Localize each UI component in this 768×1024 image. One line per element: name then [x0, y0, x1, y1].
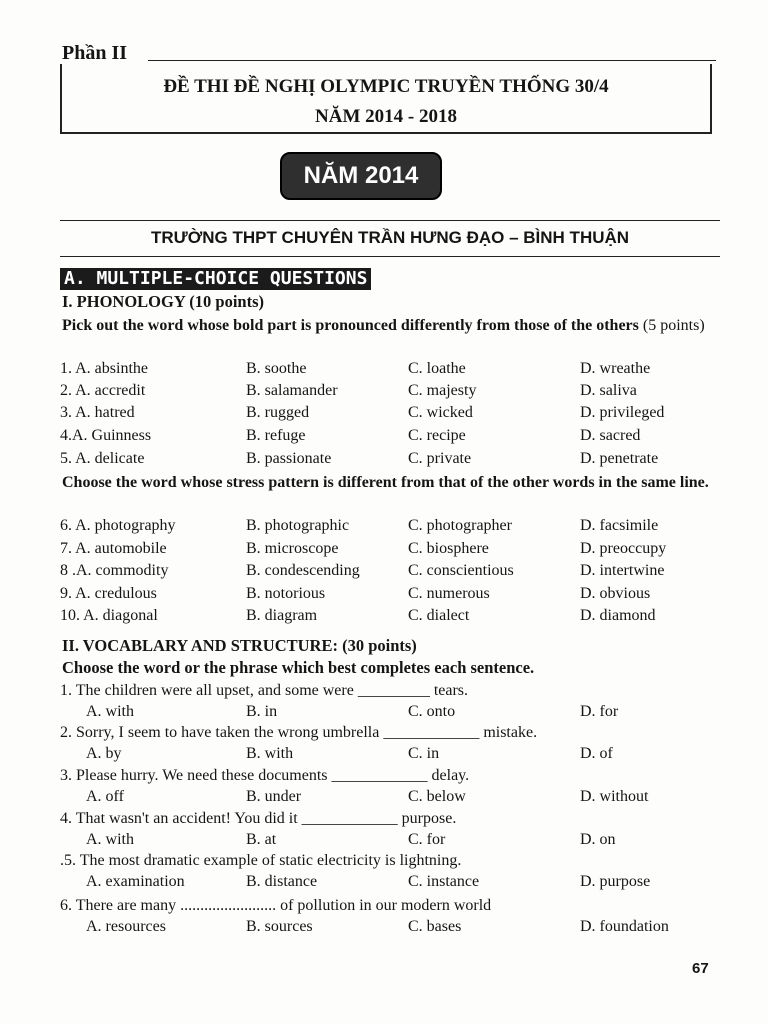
- answer-option: B. notorious: [246, 585, 326, 602]
- answer-option: C. onto: [408, 703, 456, 720]
- answer-option: A. with: [86, 703, 134, 720]
- exam-title-line1: ĐỀ THI ĐỀ NGHỊ OLYMPIC TRUYỀN THỐNG 30/4: [163, 76, 609, 97]
- answer-option: B. at: [246, 831, 277, 848]
- question-stem: .5. The most dramatic example of static electricity is lightning.: [60, 852, 462, 869]
- school-name: TRƯỜNG THPT CHUYÊN TRẦN HƯNG ĐẠO – BÌNH THUẬN: [150, 228, 630, 247]
- phonology-heading: I. PHONOLOGY (10 points): [62, 292, 264, 311]
- answer-option: C. majesty: [408, 382, 477, 399]
- answer-option: B. distance: [246, 873, 318, 890]
- answer-option: B. under: [246, 788, 302, 805]
- question-stem: 3. Please hurry. We need these documents ____________ delay.: [60, 767, 470, 784]
- answer-option: C. for: [408, 831, 446, 848]
- answer-option: D. for: [580, 703, 619, 720]
- answer-option: C. in: [408, 745, 440, 762]
- answer-option: D. purpose: [580, 873, 651, 890]
- answer-option: B. diagram: [246, 607, 318, 624]
- answer-option: D. preoccupy: [580, 540, 667, 557]
- answer-option: D. without: [580, 788, 649, 805]
- options-row: [86, 831, 726, 853]
- answer-option: C. biosphere: [408, 540, 489, 557]
- section-a-heading: A. MULTIPLE-CHOICE QUESTIONS: [60, 268, 371, 290]
- answer-option: C. numerous: [408, 585, 490, 602]
- answer-option: D. penetrate: [580, 450, 659, 467]
- question-stem: 1. The children were all upset, and some were _________ tears.: [60, 682, 469, 699]
- question-row: [60, 517, 720, 539]
- vocab-instruction: Choose the word or the phrase which best completes each sentence.: [62, 658, 535, 677]
- answer-option: C. bases: [408, 918, 462, 935]
- question-row: [60, 427, 720, 449]
- question-stem: 6. There are many ........................ of pollution in our modern world: [60, 897, 492, 914]
- answer-option: B. passionate: [246, 450, 332, 467]
- instruction-text: Pick out the word whose bold part is pronounced differently from those of the others: [62, 317, 639, 334]
- answer-option: D. privileged: [580, 404, 665, 421]
- year-badge: NĂM 2014: [280, 152, 442, 200]
- options-row: [86, 788, 726, 810]
- answer-option: C. recipe: [408, 427, 466, 444]
- question-row: [60, 360, 720, 382]
- instruction-points: (5 points): [638, 317, 705, 334]
- answer-option: D. foundation: [580, 918, 669, 935]
- answer-option: A. resources: [86, 918, 166, 935]
- answer-option: A. by: [86, 745, 122, 762]
- exam-title-line2: NĂM 2014 - 2018: [315, 106, 457, 127]
- answer-option: 5. A. delicate: [60, 450, 145, 467]
- answer-option: 8 .A. commodity: [60, 562, 169, 579]
- answer-option: D. wreathe: [580, 360, 651, 377]
- answer-option: D. facsimile: [580, 517, 659, 534]
- question-row: [60, 607, 720, 629]
- answer-option: B. microscope: [246, 540, 339, 557]
- question-stem: 4. That wasn't an accident! You did it ____________ purpose.: [60, 810, 457, 827]
- question-row: [60, 382, 720, 404]
- options-row: [86, 918, 726, 940]
- answer-option: B. rugged: [246, 404, 310, 421]
- phonology-instruction-1: [62, 315, 722, 336]
- question-row: [60, 562, 720, 584]
- answer-option: 10. A. diagonal: [60, 607, 158, 624]
- answer-option: C. wicked: [408, 404, 473, 421]
- answer-option: D. diamond: [580, 607, 656, 624]
- answer-option: C. instance: [408, 873, 480, 890]
- answer-option: D. intertwine: [580, 562, 665, 579]
- question-row: [60, 404, 720, 426]
- answer-option: 7. A. automobile: [60, 540, 167, 557]
- answer-option: B. in: [246, 703, 278, 720]
- answer-option: 4.A. Guinness: [60, 427, 152, 444]
- part-rule: [148, 60, 716, 61]
- options-row: [86, 873, 726, 895]
- options-row: [86, 745, 726, 767]
- answer-option: C. photographer: [408, 517, 512, 534]
- answer-option: 9. A. credulous: [60, 585, 157, 602]
- school-rule-top: [60, 220, 720, 221]
- answer-option: C. loathe: [408, 360, 466, 377]
- answer-option: 1. A. absinthe: [60, 360, 148, 377]
- answer-option: B. soothe: [246, 360, 307, 377]
- part-label: Phần II: [62, 42, 128, 64]
- question-row: [60, 450, 720, 472]
- answer-option: D. sacred: [580, 427, 641, 444]
- answer-option: 3. A. hatred: [60, 404, 135, 421]
- answer-option: B. condescending: [246, 562, 360, 579]
- question-row: [60, 540, 720, 562]
- options-row: [86, 703, 726, 725]
- question-stem: 2. Sorry, I seem to have taken the wrong umbrella ____________ mistake.: [60, 724, 538, 741]
- answer-option: C. private: [408, 450, 472, 467]
- answer-option: B. sources: [246, 918, 313, 935]
- answer-option: A. with: [86, 831, 134, 848]
- vocab-heading: II. VOCABLARY AND STRUCTURE: (30 points): [62, 636, 417, 655]
- school-rule-bottom: [60, 256, 720, 257]
- answer-option: D. saliva: [580, 382, 637, 399]
- answer-option: C. conscientious: [408, 562, 514, 579]
- answer-option: B. refuge: [246, 427, 306, 444]
- answer-option: D. obvious: [580, 585, 651, 602]
- answer-option: C. below: [408, 788, 466, 805]
- answer-option: 2. A. accredit: [60, 382, 146, 399]
- answer-option: 6. A. photography: [60, 517, 176, 534]
- phonology-instruction-2: Choose the word whose stress pattern is different from that of the other words in the same line.: [62, 474, 709, 491]
- answer-option: B. with: [246, 745, 294, 762]
- answer-option: A. off: [86, 788, 124, 805]
- answer-option: D. on: [580, 831, 616, 848]
- answer-option: B. photographic: [246, 517, 350, 534]
- answer-option: D. of: [580, 745, 613, 762]
- answer-option: A. examination: [86, 873, 185, 890]
- answer-option: C. dialect: [408, 607, 470, 624]
- question-row: [60, 585, 720, 607]
- answer-option: B. salamander: [246, 382, 338, 399]
- page-number: 67: [692, 960, 709, 977]
